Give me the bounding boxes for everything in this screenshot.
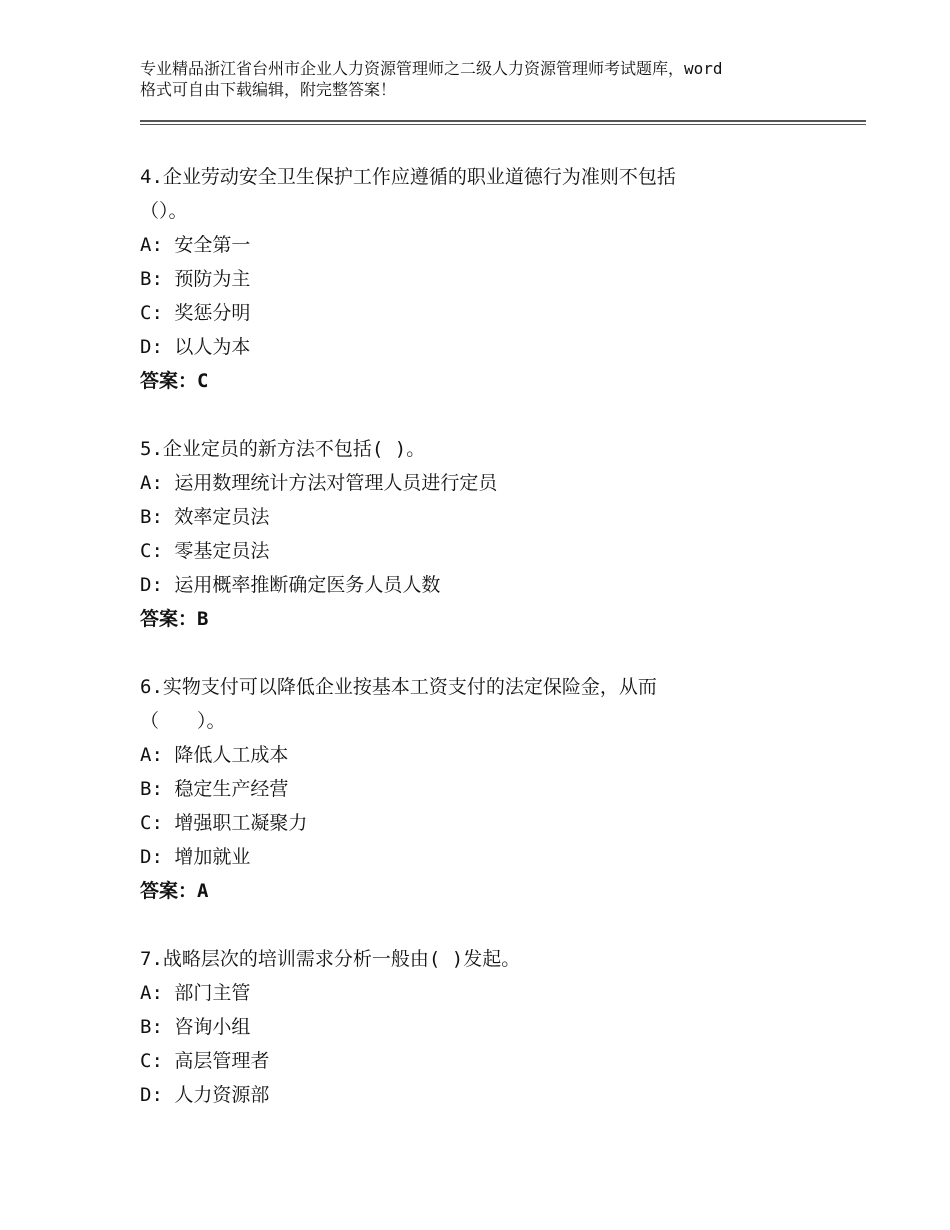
option-a: A: 安全第一 xyxy=(140,234,251,256)
question-stem: （ ）。 xyxy=(140,710,226,732)
option-c: C: 增强职工凝聚力 xyxy=(140,812,308,834)
option-b: B: 稳定生产经营 xyxy=(140,778,289,800)
question-block xyxy=(140,670,866,908)
option-c: C: 奖惩分明 xyxy=(140,302,251,324)
question-list xyxy=(140,160,866,1146)
header-line-2: 格式可自由下载编辑，附完整答案！ xyxy=(140,80,397,99)
option-d: D: 增加就业 xyxy=(140,846,251,868)
header-divider-thin xyxy=(140,124,866,125)
option-c: C: 零基定员法 xyxy=(140,540,270,562)
header-line-1: 专业精品浙江省台州市企业人力资源管理师之二级人力资源管理师考试题库，word xyxy=(140,59,723,78)
question-block xyxy=(140,942,866,1112)
answer-line: 答案：A xyxy=(140,880,209,902)
option-b: B: 效率定员法 xyxy=(140,506,270,528)
option-b: B: 预防为主 xyxy=(140,268,251,290)
header-divider xyxy=(140,120,866,122)
question-block xyxy=(140,160,866,398)
question-stem: 4.企业劳动安全卫生保护工作应遵循的职业道德行为准则不包括 xyxy=(140,166,676,188)
option-d: D: 运用概率推断确定医务人员人数 xyxy=(140,574,441,596)
document-header xyxy=(140,58,840,100)
option-b: B: 咨询小组 xyxy=(140,1016,251,1038)
option-c: C: 高层管理者 xyxy=(140,1050,270,1072)
question-block xyxy=(140,432,866,636)
answer-line: 答案：C xyxy=(140,370,209,392)
question-stem: （）。 xyxy=(140,200,188,222)
option-a: A: 部门主管 xyxy=(140,982,251,1004)
option-a: A: 运用数理统计方法对管理人员进行定员 xyxy=(140,472,498,494)
question-stem: 6.实物支付可以降低企业按基本工资支付的法定保险金，从而 xyxy=(140,676,657,698)
question-stem: 5.企业定员的新方法不包括( )。 xyxy=(140,438,426,460)
option-a: A: 降低人工成本 xyxy=(140,744,289,766)
option-d: D: 人力资源部 xyxy=(140,1084,270,1106)
option-d: D: 以人为本 xyxy=(140,336,251,358)
question-stem: 7.战略层次的培训需求分析一般由( )发起。 xyxy=(140,948,521,970)
answer-line: 答案：B xyxy=(140,608,209,630)
